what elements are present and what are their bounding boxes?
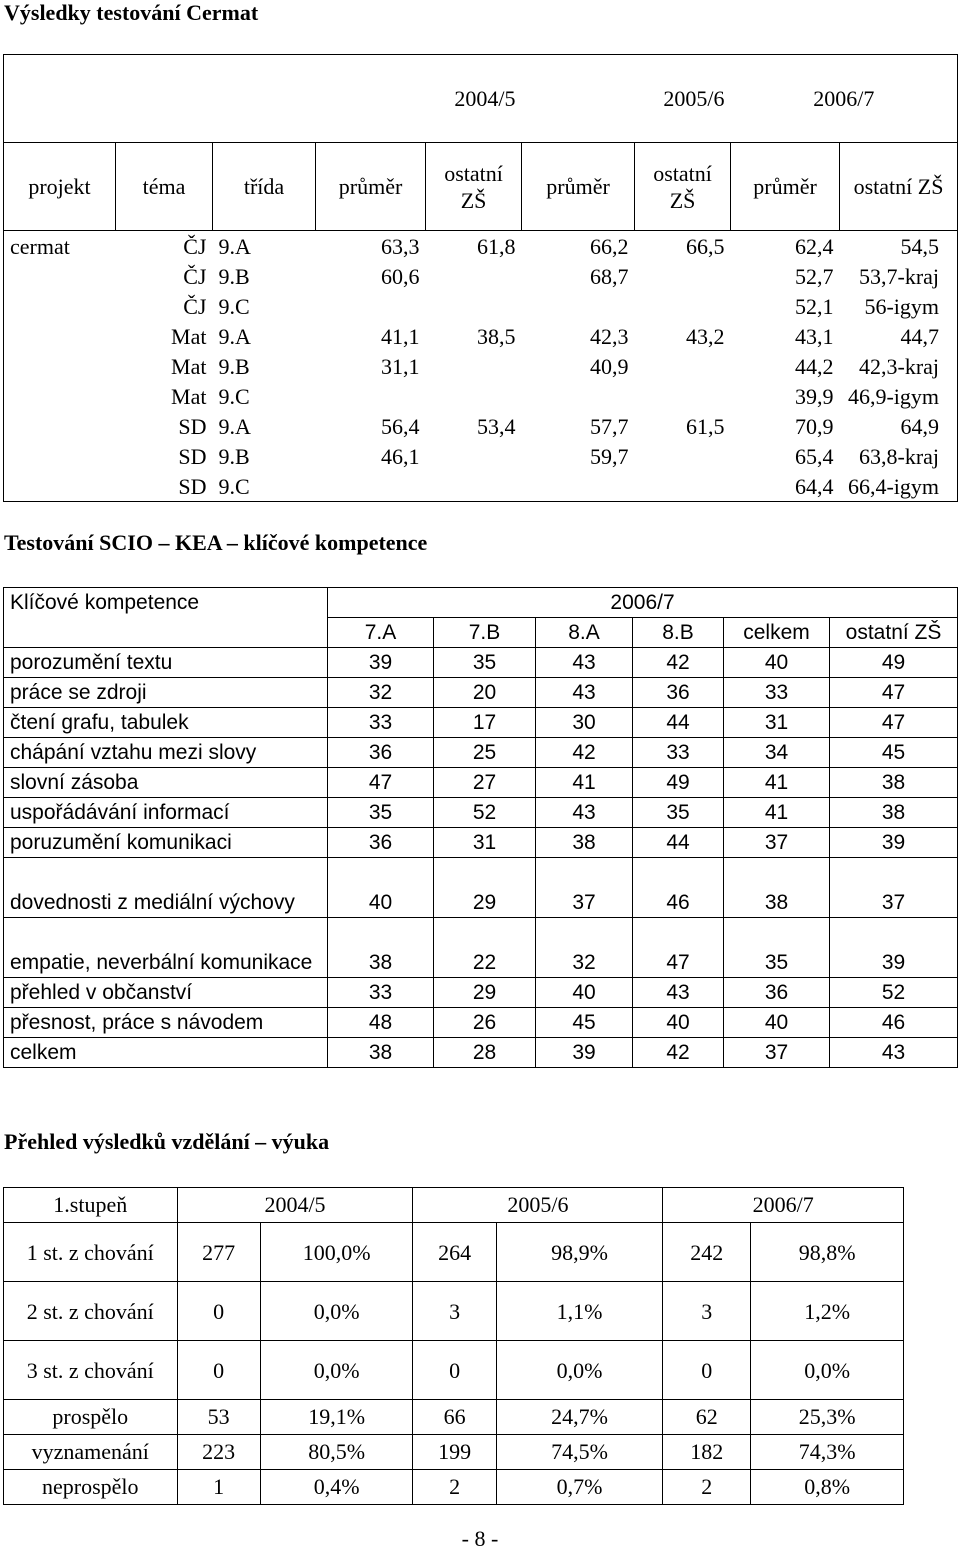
vyuka-cell: 0 — [177, 1282, 260, 1341]
vyuka-cell: 199 — [413, 1435, 496, 1470]
scio-cell: 39 — [830, 828, 958, 858]
cermat-cell: 54,5 — [840, 231, 958, 262]
scio-cell: 29 — [434, 858, 536, 918]
scio-row-label: slovní zásoba — [4, 768, 328, 798]
cermat-heading: Výsledky testování Cermat — [4, 0, 259, 25]
cermat-cell: 9.B — [218, 264, 250, 289]
scio-col-8b: 8.B — [633, 618, 724, 648]
cermat-cell: cermat — [4, 231, 116, 262]
cermat-cell: 63,8-kraj — [859, 444, 940, 469]
vyuka-row-label: vyznamenání — [4, 1435, 178, 1470]
scio-cell: 43 — [536, 648, 633, 678]
scio-cell: 49 — [633, 768, 724, 798]
cermat-cell: 39,9 — [795, 384, 834, 409]
cermat-cell: 42,3-kraj — [859, 354, 940, 379]
cermat-cell: 70,9 — [795, 414, 834, 439]
cermat-cell: ČJ — [183, 294, 207, 319]
col-prumer-3: průměr — [731, 143, 840, 231]
cermat-cell: 61,5 — [686, 414, 725, 439]
scio-row-label: celkem — [4, 1038, 328, 1068]
scio-cell: 25 — [434, 738, 536, 768]
vyuka-cell: 25,3% — [751, 1400, 904, 1435]
scio-cell: 27 — [434, 768, 536, 798]
cermat-cell: 9.B — [218, 354, 250, 379]
vyuka-cell: 242 — [663, 1223, 751, 1282]
scio-cell: 52 — [830, 978, 958, 1008]
scio-cell: 43 — [830, 1038, 958, 1068]
cermat-cell — [635, 292, 731, 322]
cermat-cell: 31,1 — [381, 354, 420, 379]
scio-cell: 42 — [536, 738, 633, 768]
cermat-cell: 61,8 — [426, 231, 522, 262]
scio-row-label: poruzumění komunikaci — [4, 828, 328, 858]
cermat-cell: 63,3 — [316, 231, 426, 262]
scio-row — [4, 708, 958, 738]
vyuka-cell: 74,3% — [751, 1435, 904, 1470]
scio-cell: 39 — [328, 648, 434, 678]
scio-row-label: práce se zdroji — [4, 678, 328, 708]
vyuka-cell: 1,1% — [496, 1282, 663, 1341]
vyuka-cell: 0,0% — [496, 1341, 663, 1400]
col-trida: třída — [213, 143, 316, 231]
scio-cell: 52 — [434, 798, 536, 828]
vyuka-row — [4, 1282, 904, 1341]
scio-cell: 47 — [328, 768, 434, 798]
scio-row-label: uspořádávání informací — [4, 798, 328, 828]
scio-row — [4, 918, 958, 978]
cermat-cell: 9.A — [218, 324, 251, 349]
scio-col-ostatni: ostatní ZŠ — [830, 618, 958, 648]
scio-cell: 41 — [724, 798, 830, 828]
scio-row — [4, 798, 958, 828]
year-2004-5: 2004/5 — [454, 86, 516, 111]
cermat-cell: 42,3 — [590, 324, 629, 349]
col-tema: téma — [116, 143, 213, 231]
cermat-table — [3, 54, 958, 502]
scio-row — [4, 978, 958, 1008]
scio-row-label: porozumění textu — [4, 648, 328, 678]
cermat-cell: 60,6 — [381, 264, 420, 289]
cermat-cell — [635, 352, 731, 382]
cermat-cell — [4, 352, 116, 382]
vyuka-row-label: 1 st. z chování — [4, 1223, 178, 1282]
cermat-cell: 9.C — [218, 384, 250, 409]
scio-cell: 35 — [724, 918, 830, 978]
col-ostatni-3: ostatní ZŠ — [840, 143, 958, 231]
page-number: - 8 - — [461, 1526, 499, 1551]
vyuka-cell: 0 — [663, 1341, 751, 1400]
scio-heading: Testování SCIO – KEA – klíčové kompetence — [4, 530, 428, 555]
scio-col-7b: 7.B — [434, 618, 536, 648]
scio-cell: 46 — [830, 1008, 958, 1038]
col-ostatni-1: ostatní ZŠ — [426, 143, 522, 231]
scio-cell: 46 — [633, 858, 724, 918]
vyuka-row — [4, 1400, 904, 1435]
vyuka-cell: 0,4% — [260, 1470, 413, 1505]
scio-table — [3, 587, 958, 1068]
vyuka-row-label: 2 st. z chování — [4, 1282, 178, 1341]
cermat-cell: Mat — [171, 384, 207, 409]
scio-cell: 39 — [830, 918, 958, 978]
scio-cell: 31 — [724, 708, 830, 738]
scio-label: Klíčové kompetence — [4, 588, 328, 618]
scio-cell: 32 — [536, 918, 633, 978]
cermat-cell: 56-igym — [864, 294, 940, 319]
vyuka-row — [4, 1341, 904, 1400]
cermat-cell — [635, 382, 731, 412]
cermat-cell — [635, 472, 731, 502]
cermat-cell: Mat — [171, 354, 207, 379]
scio-cell: 40 — [328, 858, 434, 918]
vyuka-cell: 62 — [663, 1400, 751, 1435]
cermat-cell: 65,4 — [795, 444, 834, 469]
scio-row — [4, 768, 958, 798]
cermat-cell: 57,7 — [590, 414, 629, 439]
scio-cell: 36 — [724, 978, 830, 1008]
scio-cell: 42 — [633, 648, 724, 678]
vyuka-cell: 264 — [413, 1223, 496, 1282]
vyuka-cell: 24,7% — [496, 1400, 663, 1435]
scio-cell: 44 — [633, 828, 724, 858]
scio-row — [4, 1038, 958, 1068]
scio-cell: 42 — [633, 1038, 724, 1068]
cermat-cell — [316, 292, 426, 322]
cermat-cell: 53,7-kraj — [859, 264, 940, 289]
scio-cell: 30 — [536, 708, 633, 738]
scio-cell: 34 — [724, 738, 830, 768]
vyuka-cell: 0,7% — [496, 1470, 663, 1505]
cermat-cell — [4, 412, 116, 442]
cermat-cell: ČJ — [116, 231, 213, 262]
col-prumer-2: průměr — [522, 143, 635, 231]
scio-cell: 33 — [633, 738, 724, 768]
scio-cell: 45 — [536, 1008, 633, 1038]
cermat-cell — [522, 292, 635, 322]
scio-cell: 33 — [328, 708, 434, 738]
cermat-cell — [4, 442, 116, 472]
vyuka-table — [3, 1187, 904, 1505]
cermat-cell: 9.B — [218, 444, 250, 469]
scio-cell: 38 — [724, 858, 830, 918]
cermat-cell: 66,2 — [522, 231, 635, 262]
vyuka-cell: 0 — [177, 1341, 260, 1400]
cermat-row — [4, 442, 958, 472]
scio-cell: 47 — [830, 678, 958, 708]
scio-row-label: chápání vztahu mezi slovy — [4, 738, 328, 768]
vyuka-cell: 66 — [413, 1400, 496, 1435]
scio-cell: 32 — [328, 678, 434, 708]
cermat-cell — [426, 442, 522, 472]
cermat-cell: 52,7 — [795, 264, 834, 289]
vyuka-cell: 19,1% — [260, 1400, 413, 1435]
cermat-row — [4, 262, 958, 292]
vyuka-header-row — [4, 1188, 904, 1223]
scio-cell: 28 — [434, 1038, 536, 1068]
scio-cell: 44 — [633, 708, 724, 738]
cermat-header-row — [4, 143, 958, 231]
scio-row — [4, 678, 958, 708]
scio-row-label: dovednosti z mediální výchovy — [4, 858, 328, 918]
cermat-cell — [4, 322, 116, 352]
cermat-cell — [4, 472, 116, 502]
vyuka-col-2004-5: 2004/5 — [177, 1188, 413, 1223]
cermat-cell — [4, 292, 116, 322]
scio-row-label: přesnost, práce s návodem — [4, 1008, 328, 1038]
scio-cell: 38 — [328, 918, 434, 978]
cermat-cell — [316, 472, 426, 502]
cermat-cell: 9.A — [213, 231, 316, 262]
scio-cell: 33 — [328, 978, 434, 1008]
scio-cell: 37 — [724, 828, 830, 858]
year-2006-7: 2006/7 — [813, 86, 875, 111]
vyuka-cell: 3 — [413, 1282, 496, 1341]
cermat-cell: 38,5 — [477, 324, 516, 349]
cermat-cell — [4, 262, 116, 292]
cermat-row — [4, 382, 958, 412]
vyuka-cell: 100,0% — [260, 1223, 413, 1282]
vyuka-cell: 74,5% — [496, 1435, 663, 1470]
vyuka-col-stupen: 1.stupeň — [4, 1188, 178, 1223]
scio-row-label: empatie, neverbální komunikace — [4, 918, 328, 978]
vyuka-cell: 0,0% — [260, 1341, 413, 1400]
scio-cell: 35 — [328, 798, 434, 828]
vyuka-cell: 1,2% — [751, 1282, 904, 1341]
vyuka-row-label: 3 st. z chování — [4, 1341, 178, 1400]
scio-cell: 17 — [434, 708, 536, 738]
scio-cell: 26 — [434, 1008, 536, 1038]
col-prumer-1: průměr — [316, 143, 426, 231]
scio-year: 2006/7 — [328, 588, 958, 618]
cermat-cell — [426, 262, 522, 292]
vyuka-cell: 80,5% — [260, 1435, 413, 1470]
vyuka-cell: 0,0% — [260, 1282, 413, 1341]
vyuka-cell: 182 — [663, 1435, 751, 1470]
col-ostatni-2: ostatní ZŠ — [635, 143, 731, 231]
cermat-cell — [426, 472, 522, 502]
scio-cell: 43 — [536, 678, 633, 708]
scio-cell: 36 — [328, 828, 434, 858]
scio-row — [4, 828, 958, 858]
vyuka-row-label: neprospělo — [4, 1470, 178, 1505]
cermat-cell: 44,7 — [900, 324, 940, 349]
vyuka-cell: 2 — [663, 1470, 751, 1505]
cermat-cell: SD — [178, 444, 207, 469]
cermat-cell: 68,7 — [590, 264, 629, 289]
cermat-cell — [635, 262, 731, 292]
scio-row-label: čtení grafu, tabulek — [4, 708, 328, 738]
scio-row-label: přehled v občanství — [4, 978, 328, 1008]
cermat-cell — [426, 352, 522, 382]
scio-col-celkem: celkem — [724, 618, 830, 648]
cermat-cell — [316, 382, 426, 412]
scio-cell: 22 — [434, 918, 536, 978]
cermat-cell: 52,1 — [795, 294, 834, 319]
scio-cell: 37 — [830, 858, 958, 918]
scio-cell: 41 — [536, 768, 633, 798]
vyuka-col-2005-6: 2005/6 — [413, 1188, 663, 1223]
scio-cell: 40 — [724, 1008, 830, 1038]
cermat-year-row — [4, 55, 958, 143]
scio-row — [4, 858, 958, 918]
cermat-row — [4, 412, 958, 442]
scio-col-7a: 7.A — [328, 618, 434, 648]
cermat-row — [4, 322, 958, 352]
vyuka-cell: 3 — [663, 1282, 751, 1341]
cermat-cell: 9.C — [218, 473, 250, 499]
scio-cell: 40 — [724, 648, 830, 678]
scio-cell: 40 — [536, 978, 633, 1008]
scio-cell: 35 — [434, 648, 536, 678]
scio-col-8a: 8.A — [536, 618, 633, 648]
year-2005-6: 2005/6 — [663, 86, 725, 111]
scio-header-row-2 — [4, 618, 958, 648]
scio-header-row-1 — [4, 588, 958, 618]
cermat-cell: SD — [178, 414, 207, 439]
cermat-cell — [4, 382, 116, 412]
scio-cell: 43 — [633, 978, 724, 1008]
vyuka-cell: 0 — [413, 1341, 496, 1400]
scio-cell: 47 — [633, 918, 724, 978]
scio-cell: 47 — [830, 708, 958, 738]
vyuka-cell: 53 — [177, 1400, 260, 1435]
scio-row — [4, 1008, 958, 1038]
scio-cell: 40 — [633, 1008, 724, 1038]
scio-cell: 33 — [724, 678, 830, 708]
cermat-row — [4, 352, 958, 382]
scio-cell: 38 — [830, 798, 958, 828]
vyuka-cell: 223 — [177, 1435, 260, 1470]
cermat-cell: 43,2 — [686, 324, 725, 349]
scio-cell: 29 — [434, 978, 536, 1008]
scio-cell: 36 — [633, 678, 724, 708]
cermat-cell: 46,1 — [381, 444, 420, 469]
cermat-cell — [522, 472, 635, 502]
cermat-cell — [635, 442, 731, 472]
cermat-cell: SD — [178, 473, 207, 499]
scio-cell: 36 — [328, 738, 434, 768]
vyuka-cell: 277 — [177, 1223, 260, 1282]
cermat-cell: 66,4-igym — [847, 473, 940, 499]
cermat-cell: 41,1 — [381, 324, 420, 349]
scio-cell: 39 — [536, 1038, 633, 1068]
col-projekt: projekt — [4, 143, 116, 231]
scio-cell: 37 — [536, 858, 633, 918]
cermat-cell: 56,4 — [381, 414, 420, 439]
vyuka-row-label: prospělo — [4, 1400, 178, 1435]
scio-cell: 37 — [724, 1038, 830, 1068]
scio-cell: 41 — [724, 768, 830, 798]
cermat-cell: 9.C — [218, 294, 250, 319]
scio-cell: 35 — [633, 798, 724, 828]
scio-cell: 38 — [536, 828, 633, 858]
cermat-cell: 53,4 — [477, 414, 516, 439]
cermat-cell: 59,7 — [590, 444, 629, 469]
cermat-cell: ČJ — [183, 264, 207, 289]
scio-cell: 31 — [434, 828, 536, 858]
cermat-cell: 40,9 — [590, 354, 629, 379]
scio-cell: 43 — [536, 798, 633, 828]
scio-cell: 45 — [830, 738, 958, 768]
cermat-cell: 62,4 — [731, 231, 840, 262]
cermat-row — [4, 231, 958, 262]
vyuka-col-2006-7: 2006/7 — [663, 1188, 904, 1223]
vyuka-heading: Přehled výsledků vzdělání – výuka — [4, 1129, 330, 1154]
cermat-cell: 64,9 — [900, 414, 940, 439]
vyuka-cell: 98,9% — [496, 1223, 663, 1282]
vyuka-cell: 0,8% — [751, 1470, 904, 1505]
cermat-cell: 64,4 — [795, 473, 834, 499]
vyuka-cell: 98,8% — [751, 1223, 904, 1282]
scio-cell: 49 — [830, 648, 958, 678]
cermat-cell — [426, 292, 522, 322]
scio-cell: 38 — [830, 768, 958, 798]
vyuka-cell: 0,0% — [751, 1341, 904, 1400]
vyuka-row — [4, 1435, 904, 1470]
scio-cell: 38 — [328, 1038, 434, 1068]
cermat-row — [4, 292, 958, 322]
cermat-cell: 43,1 — [795, 324, 834, 349]
vyuka-cell: 1 — [177, 1470, 260, 1505]
scio-row — [4, 738, 958, 768]
scio-cell: 20 — [434, 678, 536, 708]
vyuka-row — [4, 1470, 904, 1505]
cermat-row — [4, 472, 958, 502]
vyuka-cell: 2 — [413, 1470, 496, 1505]
scio-cell: 48 — [328, 1008, 434, 1038]
cermat-cell — [426, 382, 522, 412]
cermat-cell — [522, 382, 635, 412]
cermat-cell: 46,9-igym — [847, 384, 940, 409]
scio-row — [4, 648, 958, 678]
vyuka-row — [4, 1223, 904, 1282]
cermat-cell: 44,2 — [795, 354, 834, 379]
cermat-cell: 66,5 — [635, 231, 731, 262]
cermat-cell: Mat — [171, 324, 207, 349]
cermat-cell: 9.A — [218, 414, 251, 439]
